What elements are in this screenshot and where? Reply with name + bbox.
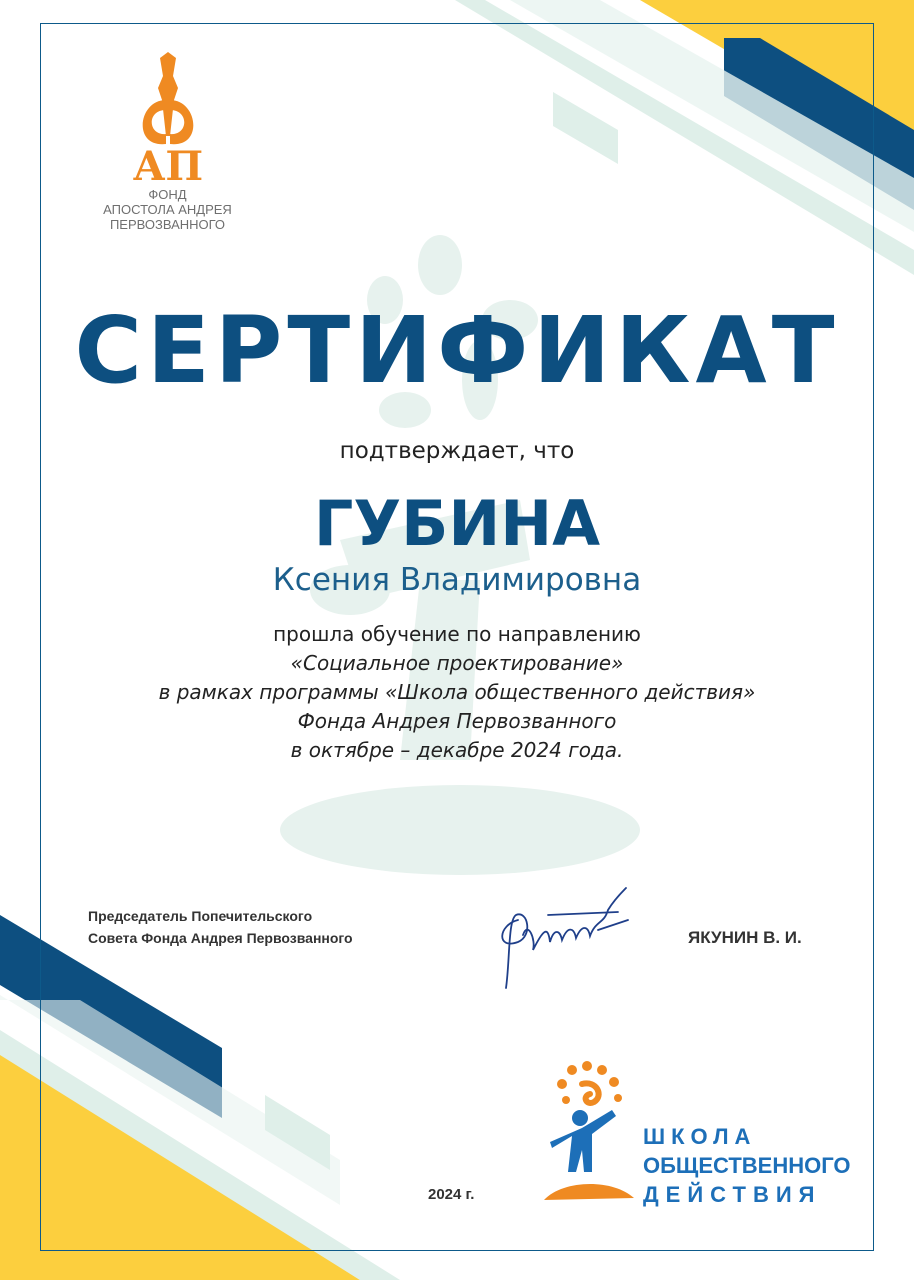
- confirms-text: подтверждает, что: [339, 438, 575, 464]
- handwritten-signature: [488, 880, 638, 995]
- foundation-name: [80, 187, 255, 232]
- signatory-name: ЯКУНИН В. И.: [688, 928, 802, 947]
- foundation-name-line-1: ФОНД: [148, 187, 187, 202]
- body-line-4: Фонда Андрея Первозванного: [297, 709, 617, 733]
- body-line-1: прошла обучение по направлению: [273, 622, 641, 646]
- school-logo-line-3: ДЕЙСТВИЯ: [643, 1182, 822, 1207]
- school-logo-line-2: ОБЩЕСТВЕННОГО: [643, 1153, 851, 1178]
- school-logo-text: [643, 1122, 851, 1209]
- recipient-surname: ГУБИНА: [313, 487, 601, 560]
- certificate-body: [0, 620, 914, 765]
- foundation-logo: [118, 48, 218, 188]
- foundation-name-line-3: ПЕРВОЗВАННОГО: [109, 217, 226, 232]
- signatory-position-line-2: Совета Фонда Андрея Первозванного: [88, 930, 353, 946]
- school-logo-figure-icon: [542, 1060, 642, 1210]
- recipient-given-names: Ксения Владимировна: [272, 562, 642, 598]
- foundation-name-line-2: АПОСТОЛА АНДРЕЯ: [103, 202, 232, 217]
- signatory-position: [88, 905, 353, 949]
- body-line-5: в октябре – декабре 2024 года.: [290, 738, 624, 762]
- foundation-monogram: АП: [132, 143, 204, 188]
- school-logo-line-1: ШКОЛА: [643, 1124, 757, 1149]
- phi-emblem-icon: [118, 48, 218, 188]
- signatory-position-line-1: Председатель Попечительского: [88, 908, 313, 924]
- certificate-title: СЕРТИФИКАТ: [74, 297, 840, 404]
- body-line-3: в рамках программы «Школа общественного действия»: [158, 680, 756, 704]
- body-line-2: «Социальное проектирование»: [290, 651, 624, 675]
- issue-year: 2024 г.: [428, 1186, 475, 1203]
